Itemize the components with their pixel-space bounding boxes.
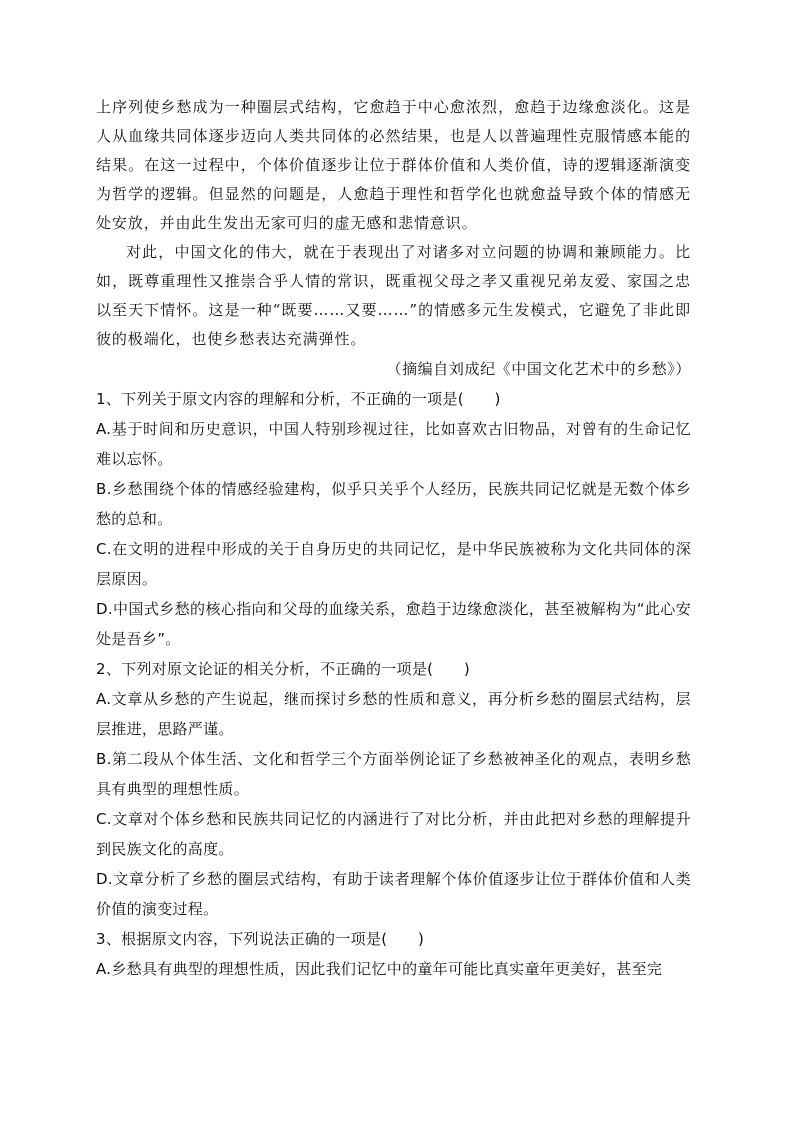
passage-source-citation: （摘编自刘成纪《中国文化艺术中的乡愁》） bbox=[386, 360, 691, 378]
question-stem: 3、根据原文内容，下列说法正确的一项是( ) bbox=[96, 930, 425, 948]
question-stem: 1、下列关于原文内容的理解和分析，不正确的一项是( ) bbox=[96, 390, 501, 408]
question-option-d: D.文章分析了乡愁的圈层式结构，有助于读者理解个体价值逐步让位于群体价值和人类价值的演变过程。 bbox=[96, 870, 691, 918]
document-page bbox=[96, 93, 691, 984]
passage bbox=[96, 93, 691, 354]
passage-paragraph-2: 对此，中国文化的伟大，就在于表现出了对诸多对立问题的协调和兼顾能力。比如，既尊重理性又推崇合乎人情的常识，既重视父母之孝又重视兄弟友爱、家国之忠以至天下情怀。这是一种“既要……又要……”的情感多元生发模式，它避免了非此即彼的极端化，也使乡愁表达充满弹性。 bbox=[96, 243, 691, 348]
question-3 bbox=[96, 924, 691, 984]
question-option-c: C.在文明的进程中形成的关于自身历史的共同记忆，是中华民族被称为文化共同体的深层原因。 bbox=[96, 540, 691, 588]
question-list bbox=[96, 384, 691, 984]
question-stem: 2、下列对原文论证的相关分析，不正确的一项是( ) bbox=[96, 660, 471, 678]
question-1 bbox=[96, 384, 691, 654]
question-option-b: B.乡愁围绕个体的情感经验建构，似乎只关乎个人经历，民族共同记忆就是无数个体乡愁的总和。 bbox=[96, 480, 691, 528]
question-option-b: B.第二段从个体生活、文化和哲学三个方面举例论证了乡愁被神圣化的观点，表明乡愁具有典型的理想性质。 bbox=[96, 750, 691, 798]
question-option-d: D.中国式乡愁的核心指向和父母的血缘关系，愈趋于边缘愈淡化，甚至被解构为“此心安处是吾乡”。 bbox=[96, 600, 691, 648]
question-option-a: A.文章从乡愁的产生说起，继而探讨乡愁的性质和意义，再分析乡愁的圈层式结构，层层推进，思路严谨。 bbox=[96, 690, 691, 738]
passage-paragraph-1: 上序列使乡愁成为一种圈层式结构，它愈趋于中心愈浓烈，愈趋于边缘愈淡化。这是人从血缘共同体逐步迈向人类共同体的必然结果，也是人以普遍理性克服情感本能的结果。在这一过程中，个体价值逐步让位于群体价值和人类价值，诗的逻辑逐渐演变为哲学的逻辑。但显然的问题是，人愈趋于理性和哲学化也就愈益导致个体的情感无处安放，并由此生发出无家可归的虚无感和悲情意识。 bbox=[96, 98, 691, 232]
question-option-a: A.乡愁具有典型的理想性质，因此我们记忆中的童年可能比真实童年更美好，甚至完 bbox=[96, 960, 663, 978]
question-2 bbox=[96, 654, 691, 924]
question-option-a: A.基于时间和历史意识，中国人特别珍视过往，比如喜欢古旧物品，对曾有的生命记忆难以忘怀。 bbox=[96, 420, 691, 468]
question-option-c: C.文章对个体乡愁和民族共同记忆的内涵进行了对比分析，并由此把对乡愁的理解提升到民族文化的高度。 bbox=[96, 810, 691, 858]
